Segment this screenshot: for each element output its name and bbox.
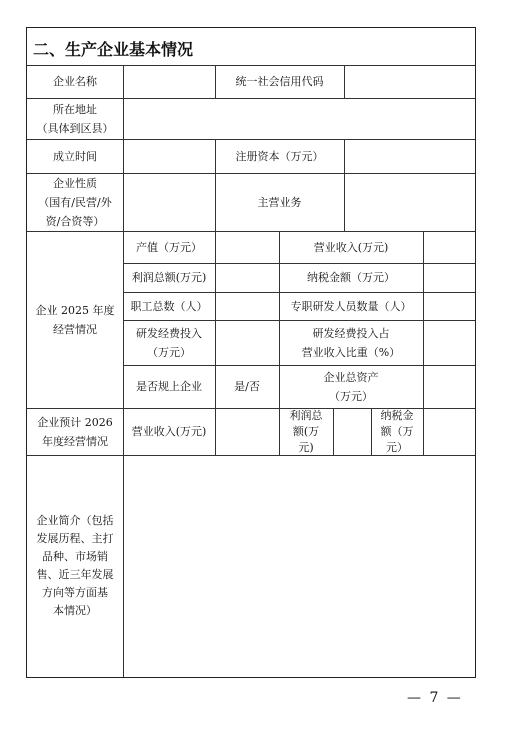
label-company-name: 企业名称	[53, 75, 97, 88]
company-name-field[interactable]	[123, 65, 215, 98]
forecast-profit-field[interactable]	[333, 408, 371, 455]
credit-code-field[interactable]	[344, 65, 475, 98]
label-revenue: 营业收入(万元)	[313, 240, 389, 254]
label-rd-ratio: 研发经费投入占 营业收入比重（%）	[301, 326, 401, 359]
label-forecast-tax: 纳税金 额（万 元）	[380, 408, 414, 454]
label-above-scale: 是否规上企业	[136, 380, 202, 393]
label-founded: 成立时间	[53, 149, 97, 163]
main-business-field[interactable]	[344, 173, 475, 231]
label-total-tax: 纳税金额（万元）	[307, 271, 395, 284]
label-credit-code: 统一社会信用代码	[235, 75, 324, 88]
label-forecast-profit: 利润总 额(万 元)	[289, 408, 323, 454]
label-nature: 企业性质 （国有/民营/外 资/合资等）	[38, 176, 112, 228]
intro-field[interactable]	[123, 455, 475, 677]
rd-staff-field[interactable]	[423, 292, 475, 320]
label-ops-2025: 企业 2025 年度 经营情况	[35, 303, 115, 336]
label-intro: 企业简介（包括 发展历程、主打 品种、市场销 售、近三年发展 方向等方面基 本情况）	[36, 514, 114, 617]
label-registered-capital: 注册资本（万元）	[235, 149, 324, 163]
output-value-field[interactable]	[215, 231, 279, 263]
label-address: 所在地址 （具体到区县）	[36, 102, 114, 135]
label-total-profit: 利润总额(万元)	[131, 271, 207, 284]
label-forecast-2026: 企业预计 2026 年度经营情况	[37, 415, 113, 448]
label-total-assets: 企业总资产 （万元）	[323, 370, 379, 403]
company-info-form	[26, 27, 476, 678]
address-field[interactable]	[123, 98, 475, 139]
rd-ratio-field[interactable]	[423, 320, 475, 365]
nature-field[interactable]	[123, 173, 215, 231]
total-tax-field[interactable]	[423, 263, 475, 292]
label-forecast-revenue: 营业收入(万元)	[131, 425, 207, 438]
revenue-field[interactable]	[423, 231, 475, 263]
page-number: — 7 —	[407, 690, 463, 706]
rd-invest-field[interactable]	[215, 320, 279, 365]
above-scale-choice[interactable]: 是/否	[234, 380, 260, 393]
forecast-revenue-field[interactable]	[215, 408, 279, 455]
total-assets-field[interactable]	[423, 365, 475, 408]
label-main-business: 主营业务	[257, 195, 302, 209]
section-title: 二、生产企业基本情况	[33, 39, 194, 59]
label-rd-staff: 专职研发人员数量（人）	[290, 299, 412, 313]
founded-field[interactable]	[123, 139, 215, 173]
label-rd-invest: 研发经费投入 （万元）	[136, 326, 202, 359]
registered-capital-field[interactable]	[344, 139, 475, 173]
forecast-tax-field[interactable]	[423, 408, 475, 455]
label-output-value: 产值（万元）	[136, 240, 202, 254]
label-employees: 职工总数（人）	[130, 299, 208, 313]
employees-field[interactable]	[215, 292, 279, 320]
total-profit-field[interactable]	[215, 263, 279, 292]
